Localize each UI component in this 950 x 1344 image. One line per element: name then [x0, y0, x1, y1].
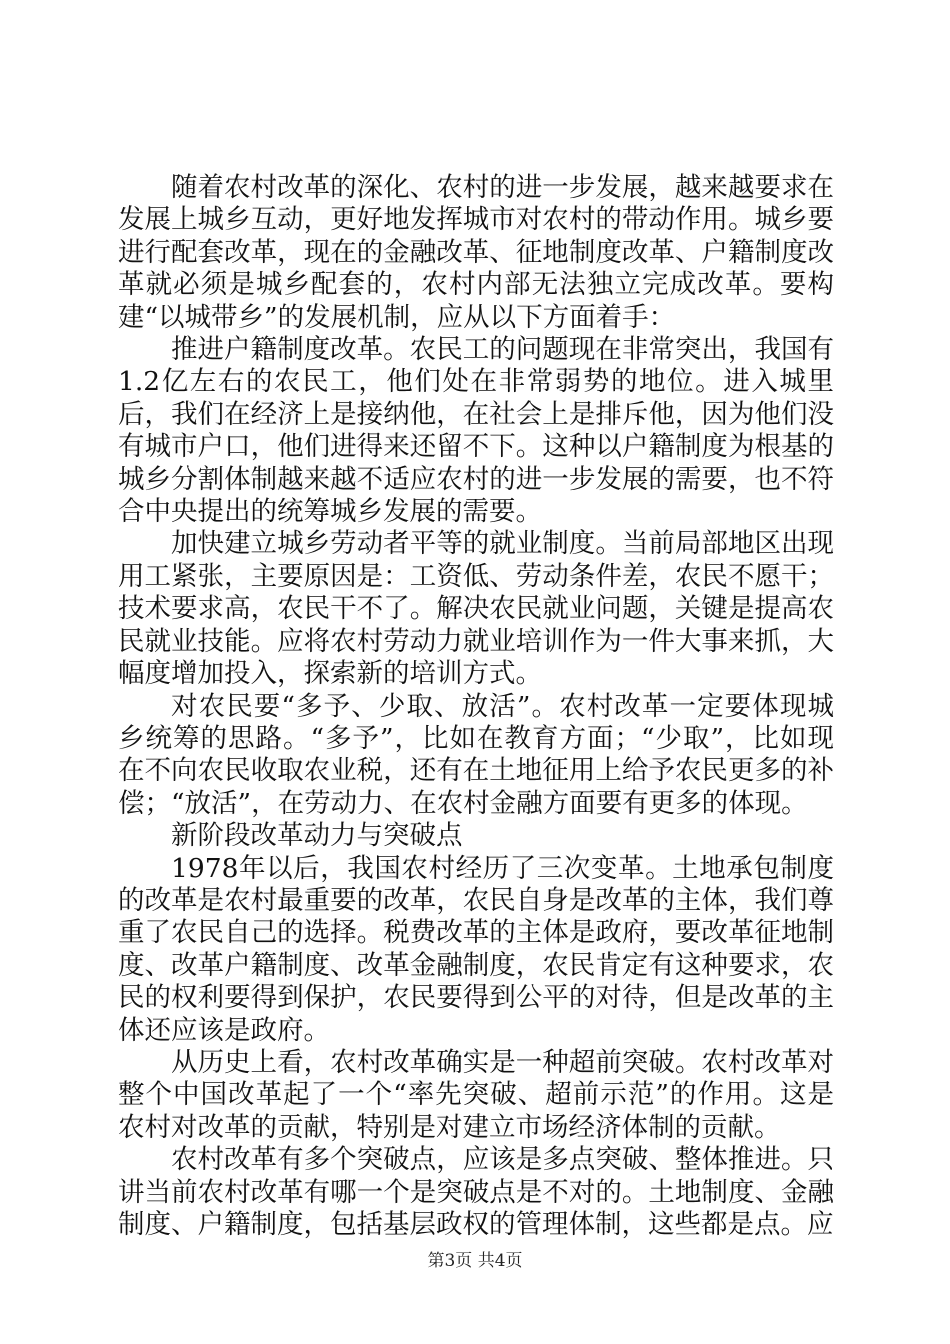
section-heading: 新阶段改革动力与突破点 — [171, 820, 463, 852]
paragraph-history: 从历史上看，农村改革确实是一种超前突破。农村改革对整个中国改革起了一个“率先突破、超前示范”的作用。这是农村对改革的贡献，特别是对建立市场经济体制的贡献。 — [118, 1046, 834, 1143]
page-footer: 第3页 共4页 — [427, 1251, 523, 1271]
paragraph-give-take-loosen: 对农民要“多予、少取、放活”。农村改革一定要体现城乡统筹的思路。“多予”，比如在教育方面；“少取”，比如现在不向农民收取农业税，还有在土地征用上给予农民更多的补偿；“放活”，在劳动力、在农村金融方面要有更多的体现。 — [118, 690, 834, 819]
paragraph-1978-reforms: 1978年以后，我国农村经历了三次变革。土地承包制度的改革是农村最重要的改革，农民自身是改革的主体，我们尊重了农民自己的选择。税费改革的主体是政府，要改革征地制度、改革户籍制度、改革金融制度，农民肯定有这种要求，农民的权利要得到保护，农民要得到公平的对待，但是改革的主体还应该是政府。 — [118, 852, 834, 1046]
paragraph-breakthrough-points: 农村改革有多个突破点，应该是多点突破、整体推进。只讲当前农村改革有哪一个是突破点是不对的。土地制度、金融制度、户籍制度，包括基层政权的管理体制，这些都是点。应 — [118, 1144, 834, 1240]
paragraph-household-registration: 推进户籍制度改革。农民工的问题现在非常突出，我国有1.2亿左右的农民工，他们处在非常弱势的地位。进入城里后，我们在经济上是接纳他，在社会上是排斥他，因为他们没有城市户口，他们进得来还留不下。这种以户籍制度为根基的城乡分割体制越来越不适应农村的进一步发展的需要，也不符合中央提出的统筹城乡发展的需要。 — [118, 334, 834, 528]
paragraph-intro: 随着农村改革的深化、农村的进一步发展，越来越要求在发展上城乡互动，更好地发挥城市对农村的带动作用。城乡要进行配套改革，现在的金融改革、征地制度改革、户籍制度改革就必须是城乡配套的，农村内部无法独立完成改革。要构建“以城带乡”的发展机制，应从以下方面着手： — [118, 172, 834, 333]
paragraph-employment-system: 加快建立城乡劳动者平等的就业制度。当前局部地区出现用工紧张，主要原因是：工资低、劳动条件差，农民不愿干；技术要求高，农民干不了。解决农民就业问题，关键是提高农民就业技能。应将农村劳动力就业培训作为一件大事来抓，大幅度增加投入，探索新的培训方式。 — [118, 528, 834, 690]
document-body — [118, 172, 834, 1241]
